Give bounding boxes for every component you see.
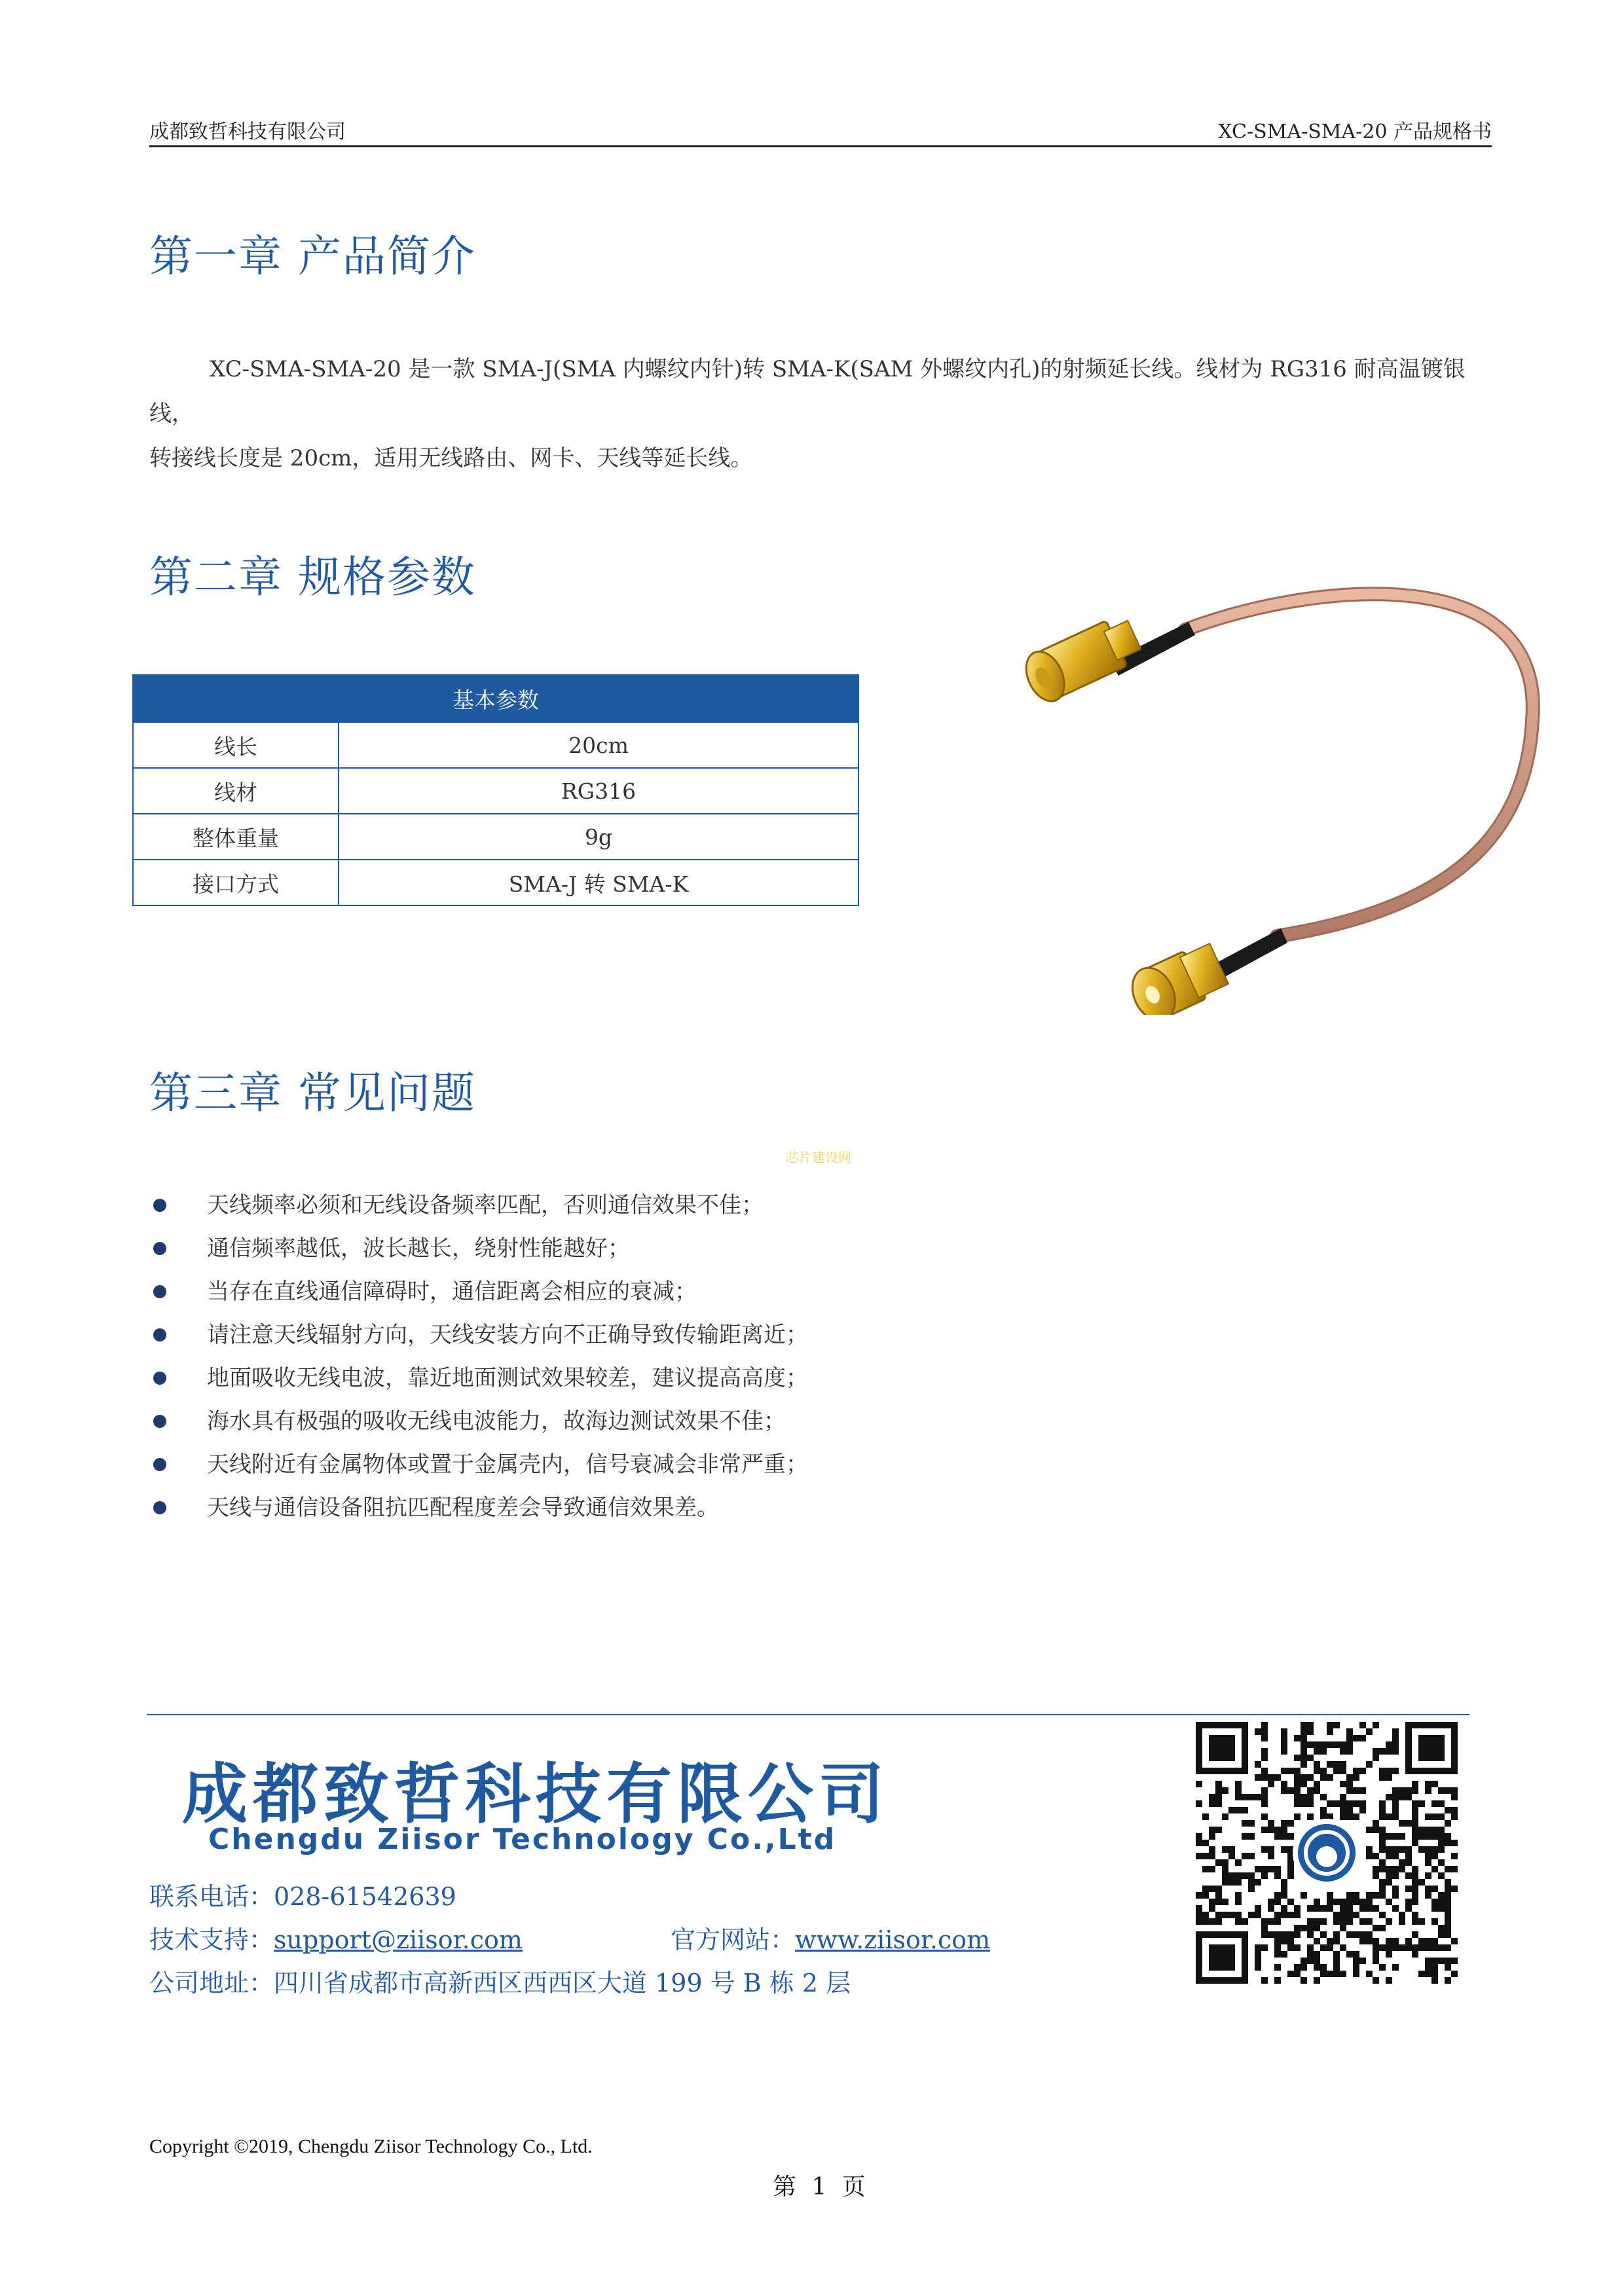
watermark-text: 芯片建设网 xyxy=(786,1150,851,1165)
spec-key: 线材 xyxy=(133,768,339,814)
list-item xyxy=(149,1270,1263,1313)
spec-value: 20cm xyxy=(339,722,858,768)
page-number: 第 1 页 xyxy=(773,2174,870,2200)
contact-website xyxy=(671,1920,990,1956)
list-item xyxy=(149,1313,1263,1357)
spec-key: 线长 xyxy=(133,722,339,768)
intro-line-1: XC-SMA-SMA-20 是一款 SMA-J(SMA 内螺纹内针)转 SMA-K(SAM 外螺纹内孔)的射频延长线。线材为 RG316 耐高温镀银线， xyxy=(149,356,1466,427)
list-item-text: 地面吸收无线电波，靠近地面测试效果较差，建议提高高度； xyxy=(207,1365,808,1391)
list-item xyxy=(149,1357,1263,1400)
list-item-text: 天线与通信设备阻抗匹配程度差会导致通信效果差。 xyxy=(207,1495,719,1521)
bullet-dot-icon xyxy=(153,1501,166,1514)
list-item-text: 通信频率越低，波长越长，绕射性能越好； xyxy=(207,1235,630,1262)
phone-value: 028-61542639 xyxy=(274,1882,456,1911)
list-item-text: 海水具有极强的吸收无线电波能力，故海边测试效果不佳； xyxy=(207,1408,786,1434)
contact-support xyxy=(149,1920,523,1956)
spec-key: 接口方式 xyxy=(133,860,339,905)
table-row xyxy=(133,722,858,768)
qr-code-icon xyxy=(1196,1722,1458,1984)
address-value: 四川省成都市高新西区西西区大道 199 号 B 栋 2 层 xyxy=(274,1969,851,1997)
copyright-text: Copyright ©2019, Chengdu Ziisor Technology Co., Ltd. xyxy=(149,2136,593,2157)
spec-value: RG316 xyxy=(339,768,858,814)
header-doc-title: XC-SMA-SMA-20 产品规格书 xyxy=(1218,120,1492,143)
spec-table-header: 基本参数 xyxy=(133,675,858,722)
list-item xyxy=(149,1486,1263,1529)
list-item-text: 天线频率必须和无线设备频率匹配，否则通信效果不佳； xyxy=(207,1192,764,1218)
chapter-1-title: 第一章 产品简介 xyxy=(149,231,476,282)
spec-table xyxy=(132,674,859,906)
cable-product-image xyxy=(969,570,1559,1015)
contact-address xyxy=(149,1963,851,1999)
site-label: 官方网站： xyxy=(671,1925,796,1954)
spec-key: 整体重量 xyxy=(133,814,339,860)
list-item xyxy=(149,1227,1263,1270)
bullet-dot-icon xyxy=(153,1372,166,1385)
company-name-en: Chengdu Ziisor Technology Co.,Ltd xyxy=(208,1823,837,1856)
list-item xyxy=(149,1443,1263,1486)
bullet-dot-icon xyxy=(153,1242,166,1255)
list-item-text: 请注意天线辐射方向，天线安装方向不正确导致传输距离近； xyxy=(207,1322,808,1348)
chapter-1-paragraph xyxy=(149,347,1492,481)
intro-line-2: 转接线长度是 20cm，适用无线路由、网卡、天线等延长线。 xyxy=(149,445,753,471)
bullet-dot-icon xyxy=(153,1415,166,1428)
contact-phone xyxy=(149,1876,456,1912)
list-item-text: 当存在直线通信障碍时，通信距离会相应的衰减； xyxy=(207,1279,697,1305)
bullet-dot-icon xyxy=(153,1199,166,1212)
chapter-2-title: 第二章 规格参数 xyxy=(149,552,476,602)
list-item xyxy=(149,1184,1263,1227)
chapter-3-title: 第三章 常见问题 xyxy=(149,1068,476,1118)
header-rule xyxy=(149,145,1492,147)
faq-list xyxy=(149,1184,1263,1529)
footer-rule xyxy=(147,1714,1469,1715)
header-company: 成都致哲科技有限公司 xyxy=(149,120,346,143)
table-row xyxy=(133,768,858,814)
bullet-dot-icon xyxy=(153,1285,166,1298)
spec-value: SMA-J 转 SMA-K xyxy=(339,860,858,905)
support-label: 技术支持： xyxy=(149,1925,274,1954)
bullet-dot-icon xyxy=(153,1328,166,1341)
website-link[interactable]: www.ziisor.com xyxy=(795,1925,991,1954)
table-row xyxy=(133,814,858,860)
list-item xyxy=(149,1400,1263,1443)
bullet-dot-icon xyxy=(153,1458,166,1471)
list-item-text: 天线附近有金属物体或置于金属壳内，信号衰减会非常严重； xyxy=(207,1451,808,1478)
support-email-link[interactable]: support@ziisor.com xyxy=(274,1925,523,1954)
company-name-cn: 成都致哲科技有限公司 xyxy=(182,1756,889,1832)
phone-label: 联系电话： xyxy=(149,1882,274,1911)
address-label: 公司地址： xyxy=(149,1969,274,1997)
spec-value: 9g xyxy=(339,814,858,860)
table-row xyxy=(133,860,858,905)
